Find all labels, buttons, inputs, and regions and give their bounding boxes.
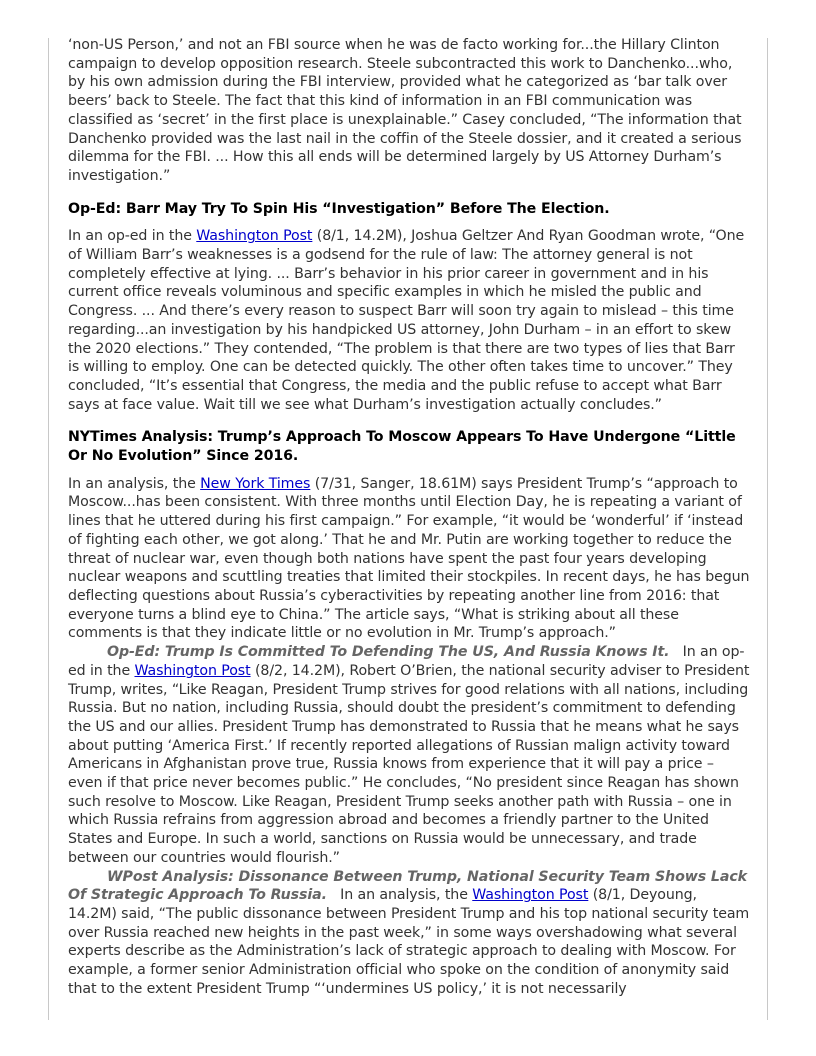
paragraph-wpost-analysis: WPost Analysis: Dissonance Between Trump, National Security Team Shows Lack Of Strategic Approach To Russia. In an analysis, the Washington Post (8/1, Deyoung, 14.2M) said, “The public dissonance between President Trump and his top national security team over Russia reached new heights in the past week,” in some ways overshadowing what several experts describe as the Administration’s lack of strategic approach to dealing with Moscow. For example, a former senior Administration official who spoke on the condition of anonymity said that to the extent President Trump “‘undermines US policy,’ it is not necessarily bbox=[68, 868, 750, 997]
paragraph-nytimes-analysis: In an analysis, the New York Times (7/31, Sanger, 18.61M) says President Trump’s “approach to Moscow...has been consistent. With three months until Election Day, he is repeating a variant of lines that he uttered during his first campaign.” For example, “it would be ‘wonderful’ if ‘instead of fighting each other, we got along.’ That he and Mr. Putin are working together to reduce the threat of nuclear war, even though both nations have spent the past four years developing nuclear weapons and scuttling treaties that limited their stockpiles. In recent days, he has begun deflecting questions about Russia’s cyberactivities by repeating another line from 2016: that everyone turns a blind eye to China.” The article says, “What is striking about all these comments is that they indicate little or no evolution in Mr. Trump’s approach.” bbox=[68, 475, 750, 642]
washington-post-link[interactable]: Washington Post bbox=[472, 887, 589, 904]
headline-nytimes-analysis: NYTimes Analysis: Trump’s Approach To Moscow Appears To Have Undergone “Little Or No Evolution” Since 2016. bbox=[68, 429, 736, 465]
subheadline-wpost-analysis: WPost Analysis: Dissonance Between Trump, National Security Team Shows Lack Of Strategic Approach To Russia. bbox=[68, 868, 747, 904]
headline-barr-op-ed: Op-Ed: Barr May Try To Spin His “Investigation” Before The Election. bbox=[68, 200, 610, 217]
right-margin-rule bbox=[767, 38, 768, 1020]
paragraph-obrien-op-ed: Op-Ed: Trump Is Committed To Defending The US, And Russia Knows It. In an op-ed in the Washington Post (8/2, 14.2M), Robert O’Brien, the national security adviser to President Trump, writes, “Like Reagan, President Trump strives for good relations with all nations, including Russia. But no nation, including Russia, should doubt the president’s commitment to defending the US and our allies. President Trump has demonstrated to Russia that he means what he says about putting ‘America First.’ If recently reported allegations of Russian malign activity toward Americans in Afghanistan prove true, Russia knows from experience that it will pay a price – even if that price never becomes public.” He concludes, “No president since Reagan has shown such resolve to Moscow. Like Reagan, President Trump seeks another path with Russia – one in which Russia refrains from aggression abroad and becomes a friendly partner to the United States and Europe. In such a world, sanctions on Russia would be unnecessary, and trade between our countries would flourish.” bbox=[68, 644, 750, 866]
paragraph-steele-dossier: ‘non-US Person,’ and not an FBI source when he was de facto working for...the Hillary Clinton campaign to develop opposition research. Steele subcontracted this work to Danchenko...who, by his own admission during the FBI interview, provided what he categorized as ‘bar talk over beers’ back to Steele. The fact that this kind of information in an FBI communication was classified as ‘secret’ in the first place is unexplainable.” Casey concluded, “The information that Danchenko provided was the last nail in the coffin of the Steele dossier, and it created a serious dilemma for the FBI. ... How this all ends will be determined largely by US Attorney Durham’s investigation.” bbox=[68, 37, 742, 184]
left-margin-rule bbox=[48, 38, 49, 1020]
washington-post-link[interactable]: Washington Post bbox=[196, 228, 313, 245]
subheadline-obrien-op-ed: Op-Ed: Trump Is Committed To Defending The US, And Russia Knows It. bbox=[107, 644, 670, 661]
paragraph-barr-op-ed: In an op-ed in the Washington Post (8/1, 14.2M), Joshua Geltzer And Ryan Goodman wrote, “One of William Barr’s weaknesses is a godsend for the rule of law: The attorney general is not completely effective at lying. ... Barr’s behavior in his prior career in government and in his current office reveals voluminous and specific examples in which he misled the public and Congress. ... And there’s every reason to suspect Barr will soon try again to mislead – this time regarding...an investigation by his handpicked US attorney, John Durham – in an effort to skew the 2020 elections.” They contended, “The problem is that there are two types of lies that Barr is willing to employ. One can be detected quickly. The other often takes time to uncover.” They concluded, “It’s essential that Congress, the media and the public refuse to accept what Barr says at face value. Wait till we see what Durham’s investigation actually concludes.” bbox=[68, 228, 745, 413]
washington-post-link[interactable]: Washington Post bbox=[134, 662, 251, 679]
document-body bbox=[68, 36, 750, 998]
new-york-times-link[interactable]: New York Times bbox=[200, 475, 311, 492]
